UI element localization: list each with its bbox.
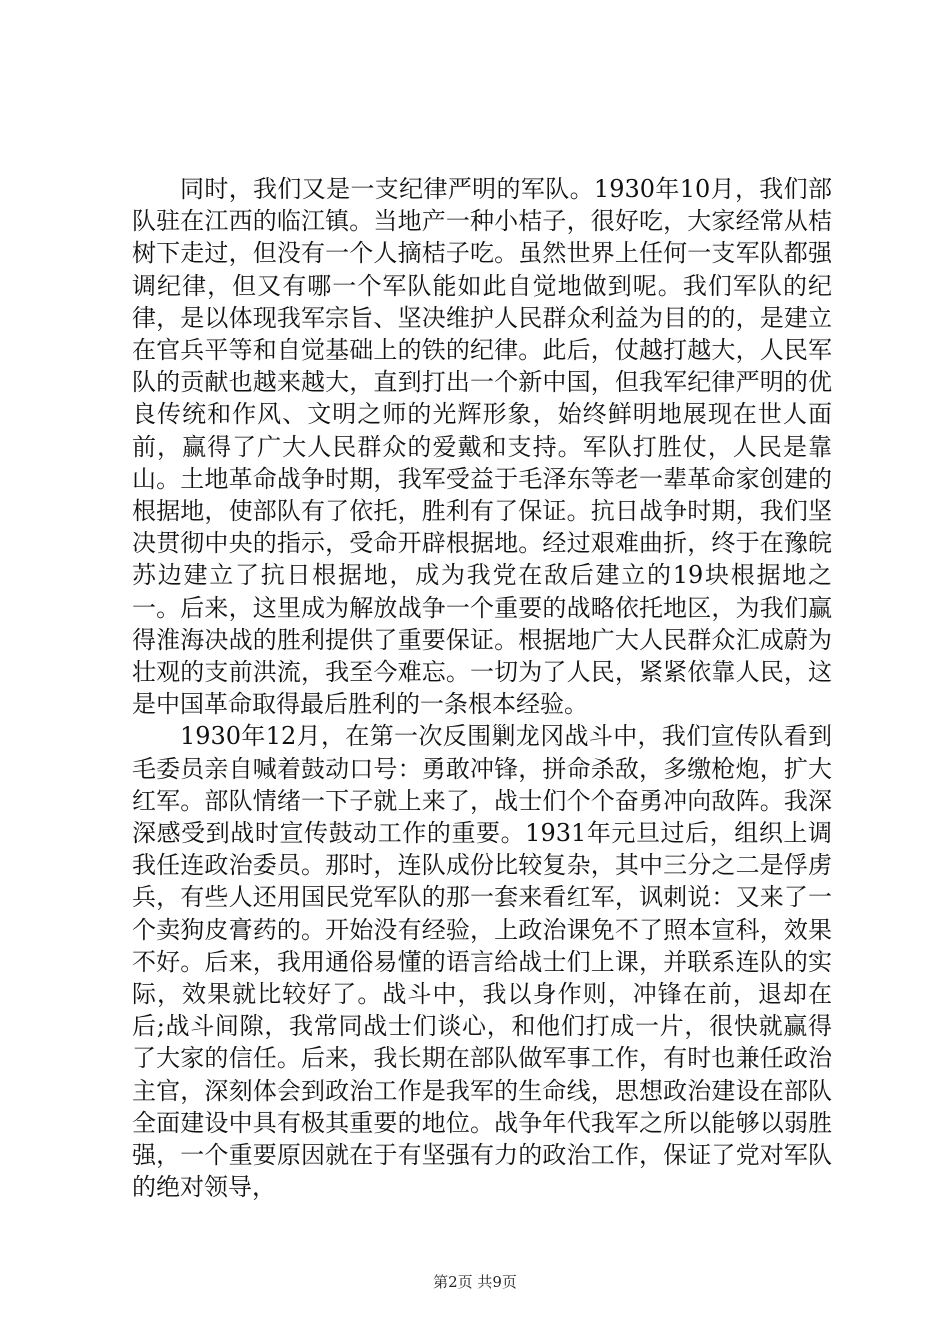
document-body	[132, 173, 832, 1204]
body-paragraph: 1930年12月，在第一次反围剿龙冈战斗中，我们宣传队看到毛委员亲自喊着鼓动口号：勇敢冲锋，拼命杀敌，多缴枪炮，扩大红军。部队情绪一下子就上来了，战士们个个奋勇冲向敌阵。我深深感受到战时宣传鼓动工作的重要。1931年元旦过后，组织上调我任连政治委员。那时，连队成份比较复杂，其中三分之二是俘虏兵，有些人还用国民党军队的那一套来看红军，讽刺说：又来了一个卖狗皮膏药的。开始没有经验，上政治课免不了照本宣科，效果不好。后来，我用通俗易懂的语言给战士们上课，并联系连队的实际，效果就比较好了。战斗中，我以身作则，冲锋在前，退却在后;战斗间隙，我常同战士们谈心，和他们打成一片，很快就赢得了大家的信任。后来，我长期在部队做军事工作，有时也兼任政治主官，深刻体会到政治工作是我军的生命线，思想政治建设在部队全面建设中具有极其重要的地位。战争年代我军之所以能够以弱胜强，一个重要原因就在于有坚强有力的政治工作，保证了党对军队的绝对领导，	[132, 722, 832, 1202]
body-paragraph: 同时，我们又是一支纪律严明的军队。1930年10月，我们部队驻在江西的临江镇。当地产一种小桔子，很好吃，大家经常从桔树下走过，但没有一个人摘桔子吃。虽然世界上任何一支军队都强调纪律，但又有哪一个军队能如此自觉地做到呢。我们军队的纪律，是以体现我军宗旨、坚决维护人民群众利益为目的的，是建立在官兵平等和自觉基础上的铁的纪律。此后，仗越打越大，人民军队的贡献也越来越大，直到打出一个新中国，但我军纪律严明的优良传统和作风、文明之师的光辉形象，始终鲜明地展现在世人面前，赢得了广大人民群众的爱戴和支持。军队打胜仗，人民是靠山。土地革命战争时期，我军受益于毛泽东等老一辈革命家创建的根据地，使部队有了依托，胜利有了保证。抗日战争时期，我们坚决贯彻中央的指示，受命开辟根据地。经过艰难曲折，终于在豫皖苏边建立了抗日根据地，成为我党在敌后建立的19块根据地之一。后来，这里成为解放战争一个重要的战略依托地区，为我们赢得淮海决战的胜利提供了重要保证。根据地广大人民群众汇成蔚为壮观的支前洪流，我至今难忘。一切为了人民，紧紧依靠人民，这是中国革命取得最后胜利的一条根本经验。	[132, 175, 832, 719]
page-number-footer: 第2页 共9页	[433, 1273, 517, 1291]
